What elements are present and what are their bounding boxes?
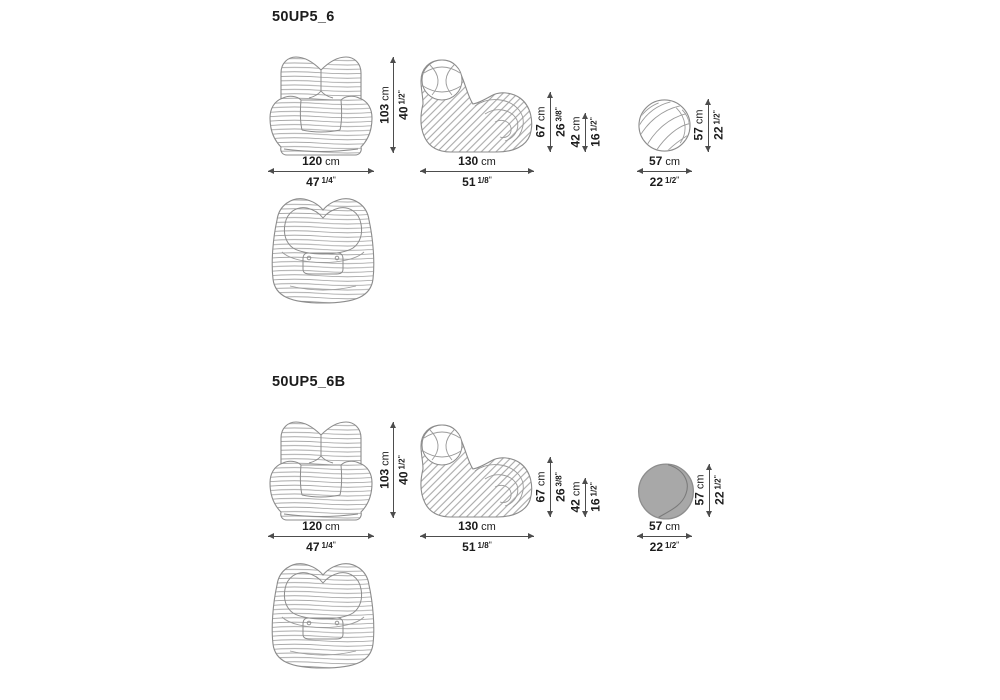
dim-line	[709, 464, 710, 517]
dim-inch-label: 161/2"	[588, 117, 603, 147]
dim-line	[420, 171, 534, 172]
armchair-top-view-drawing	[268, 555, 378, 671]
dim-cm-label: 130 cm	[458, 154, 496, 168]
dim-inch-label: 263/8"	[553, 472, 568, 502]
dim-cm-label: 57 cm	[648, 154, 681, 168]
dim-line	[585, 113, 586, 152]
dim-cm-label: 103cm	[377, 451, 392, 489]
dim-cm-label: 130 cm	[458, 519, 496, 533]
dim-cm-label: 120 cm	[302, 519, 340, 533]
ottoman-ball-drawing	[637, 98, 692, 153]
dim-ottoman-width	[637, 154, 692, 187]
section-50up5-6b	[0, 365, 1000, 700]
dim-inch-label: 47 1/4"	[306, 540, 336, 554]
armchair-side-view-drawing	[417, 58, 533, 154]
dim-inch-label: 221/2"	[711, 110, 726, 140]
dim-line	[268, 171, 374, 172]
dim-cm-label: 67cm	[533, 106, 548, 138]
section-title: 50UP5_6B	[272, 374, 346, 390]
dim-front-width	[268, 519, 374, 552]
dim-inch-label: 22 1/2"	[649, 540, 680, 554]
dim-line	[550, 92, 551, 152]
dim-line	[585, 478, 586, 517]
dim-line	[637, 536, 692, 537]
dim-inch-label: 401/2"	[396, 455, 411, 485]
armchair-front-view-drawing	[268, 53, 374, 157]
dim-ottoman-width	[637, 519, 692, 552]
dim-cm-label: 57cm	[691, 109, 706, 141]
section-title: 50UP5_6	[272, 9, 335, 25]
dim-line	[420, 536, 534, 537]
armchair-top-view-drawing	[268, 190, 378, 306]
armchair-side-view-drawing	[417, 423, 533, 519]
dim-inch-label: 51 1/8"	[462, 540, 492, 554]
dim-cm-label: 42cm	[568, 481, 583, 513]
dim-side-width	[420, 519, 534, 552]
dim-inch-label: 221/2"	[712, 475, 727, 505]
ottoman-ball-gray-drawing	[636, 462, 696, 521]
dim-line	[393, 57, 394, 153]
dim-inch-label: 22 1/2"	[649, 175, 680, 189]
dim-cm-label: 42cm	[568, 116, 583, 148]
dim-inch-label: 263/8"	[553, 107, 568, 137]
dim-inch-label: 161/2"	[588, 482, 603, 512]
dim-inch-label: 401/2"	[396, 90, 411, 120]
dim-inch-label: 51 1/8"	[462, 175, 492, 189]
dim-line	[550, 457, 551, 517]
dim-line	[268, 536, 374, 537]
dim-cm-label: 67cm	[533, 471, 548, 503]
dim-cm-label: 103cm	[377, 86, 392, 124]
dim-line	[708, 99, 709, 152]
dim-inch-label: 47 1/4"	[306, 175, 336, 189]
dim-line	[393, 422, 394, 518]
dim-cm-label: 57cm	[692, 474, 707, 506]
dim-cm-label: 120 cm	[302, 154, 340, 168]
dim-line	[637, 171, 692, 172]
armchair-front-view-drawing	[268, 418, 374, 522]
dim-side-width	[420, 154, 534, 187]
dim-front-width	[268, 154, 374, 187]
section-50up5-6	[0, 0, 1000, 340]
dim-cm-label: 57 cm	[648, 519, 681, 533]
